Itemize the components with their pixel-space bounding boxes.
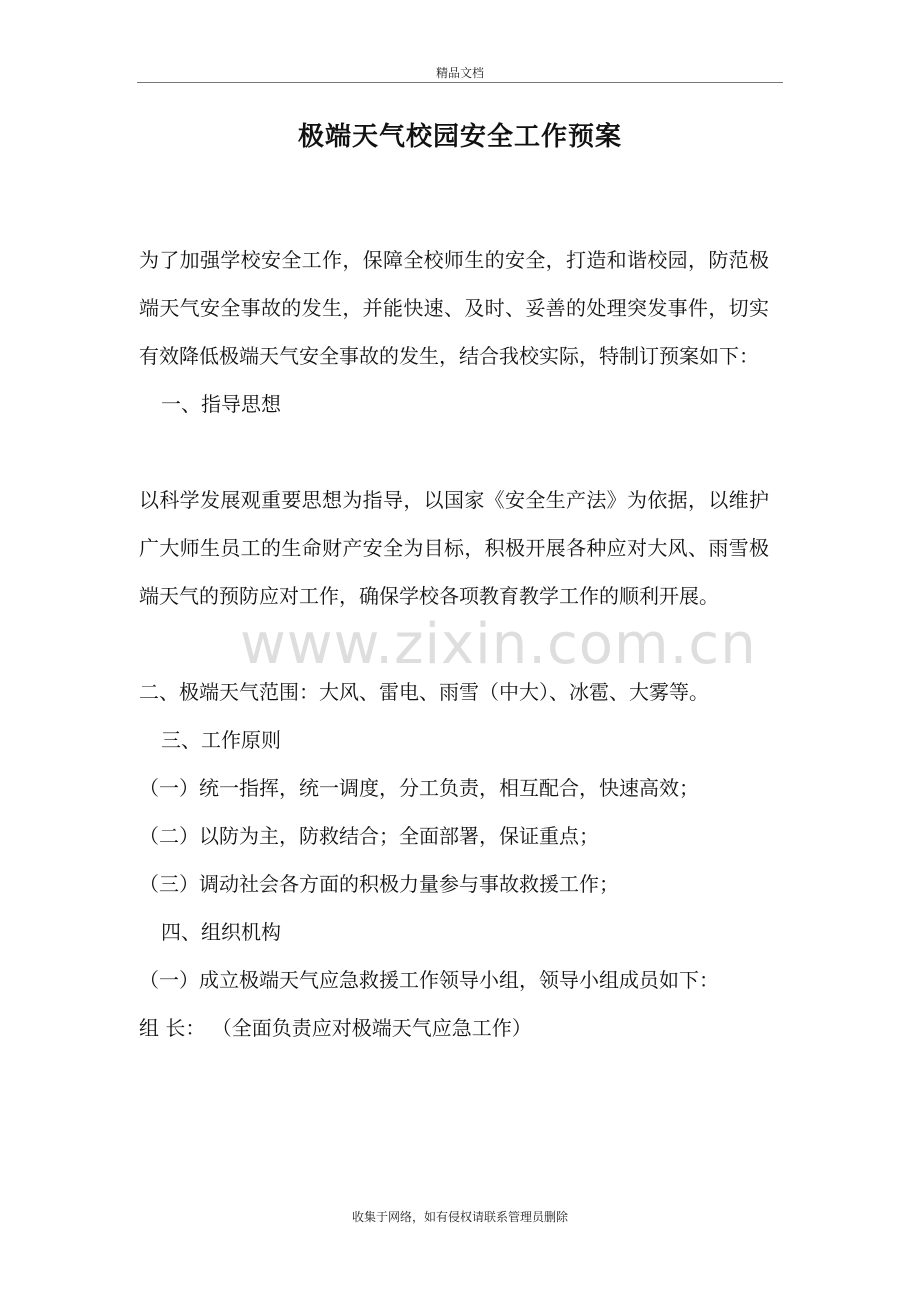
header-divider (137, 82, 783, 83)
section-heading-guiding-ideology: 一、指导思想 (161, 392, 281, 416)
intro-paragraph: 为了加强学校安全工作，保障全校师生的安全，打造和谐校园，防范极端天气安全事故的发生，并能快速、及时、妥善的处理突发事件，切实有效降低极端天气安全事故的发生，结合我校实际，特制订预案如下： (139, 248, 769, 368)
page-footer: 收集于网络，如有侵权请联系管理员删除 (351, 1210, 568, 1224)
section-heading-work-principles: 三、工作原则 (161, 728, 281, 752)
principle-item: （二）以防为主，防救结合；全面部署，保证重点； (139, 824, 599, 848)
section-heading-organization: 四、组织机构 (161, 920, 281, 944)
extreme-weather-scope: 二、极端天气范围：大风、雷电、雨雪（中大）、冰雹、大雾等。 (139, 680, 709, 704)
paragraph-gap (139, 428, 769, 476)
page-header: 精品文档 (435, 66, 484, 80)
principle-item: （三）调动社会各方面的积极力量参与事故救援工作； (139, 872, 619, 896)
principle-item: （一）统一指挥，统一调度，分工负责，相互配合，快速高效； (139, 776, 699, 800)
document-title: 极端天气校园安全工作预案 (297, 122, 622, 152)
guiding-ideology-paragraph: 以科学发展观重要思想为指导，以国家《安全生产法》为依据，以维护广大师生员工的生命财产安全为目标，积极开展各种应对大风、雨雪极端天气的预防应对工作，确保学校各项教育教学工作的顺利开展。 (139, 488, 769, 608)
group-leader-line: 组 长： （全面负责应对极端天气应急工作） (139, 1016, 532, 1040)
watermark: www.zixin.com.cn (240, 612, 757, 677)
organization-item: （一）成立极端天气应急救援工作领导小组，领导小组成员如下： (139, 968, 719, 992)
